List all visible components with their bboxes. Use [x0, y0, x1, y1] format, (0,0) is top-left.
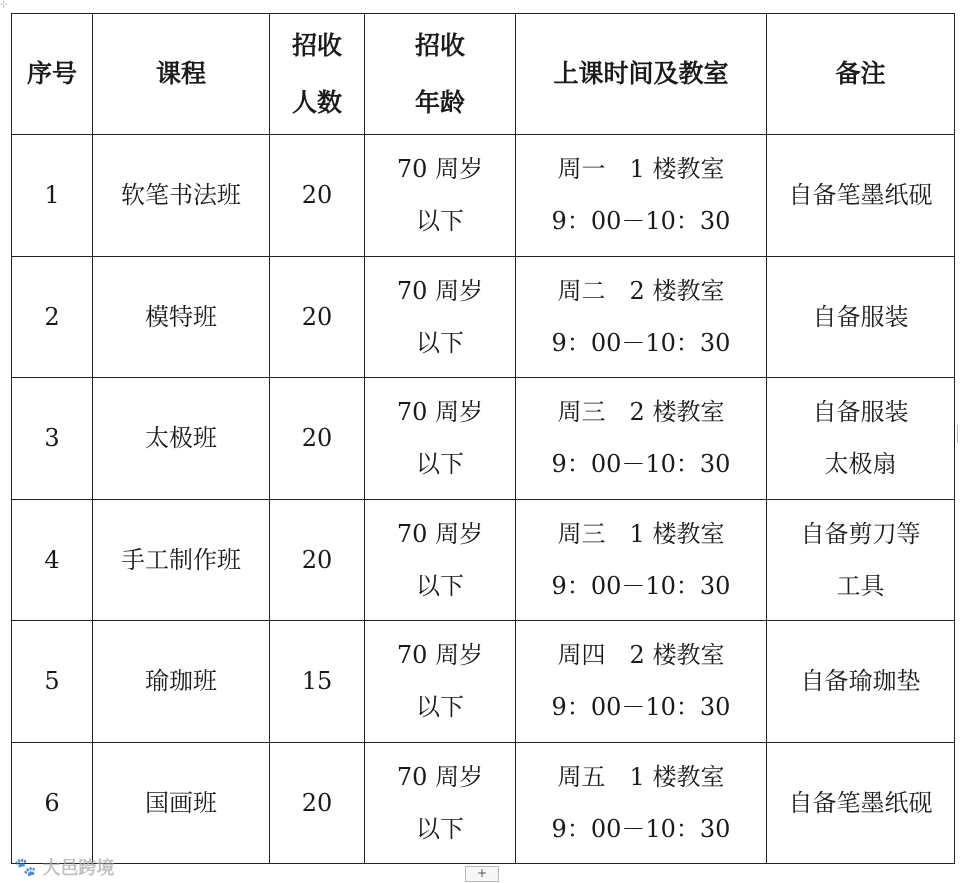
cell-time-line1: 周三 1 楼教室 — [557, 519, 725, 548]
header-quota — [270, 14, 365, 135]
cell-note-line1: 自备剪刀等 — [800, 519, 921, 548]
cell-quota: 20 — [270, 378, 365, 500]
cell-time-line1: 周四 2 楼教室 — [557, 641, 725, 670]
cell-time-line1: 周二 2 楼教室 — [557, 276, 725, 305]
cell-time-line2: 9：00－10：30 — [551, 207, 731, 236]
cell-age-line1: 70 周岁 — [396, 519, 484, 548]
cell-time-line1: 周三 2 楼教室 — [557, 398, 725, 427]
cell-quota: 20 — [270, 135, 365, 257]
table-row — [12, 378, 955, 500]
table-move-handle-icon[interactable]: ⊹ — [0, 0, 8, 10]
header-quota-line1: 招收 — [291, 30, 342, 60]
cell-age-line1: 70 周岁 — [396, 155, 484, 184]
header-age-line2: 年龄 — [414, 88, 465, 117]
header-index: 序号 — [12, 14, 93, 135]
table-row — [12, 742, 955, 864]
cell-notes — [767, 499, 955, 621]
cell-index: 3 — [12, 378, 93, 500]
cell-age-line2: 以下 — [416, 207, 464, 236]
cell-notes — [767, 621, 955, 743]
cell-index: 5 — [12, 621, 93, 743]
table-resize-handle[interactable] — [957, 425, 964, 443]
cell-notes — [767, 256, 955, 378]
add-row-button[interactable]: + — [465, 866, 499, 882]
cell-course: 太极班 — [93, 378, 270, 500]
cell-index: 6 — [12, 742, 93, 864]
cell-time-line1: 周一 1 楼教室 — [557, 155, 725, 184]
table-row — [12, 499, 955, 621]
cell-index: 2 — [12, 256, 93, 378]
cell-time-room — [516, 256, 767, 378]
cell-age-line2: 以下 — [416, 814, 464, 843]
table-header-row — [12, 14, 955, 135]
paw-logo-icon: 🐾 — [14, 856, 37, 878]
cell-notes — [767, 135, 955, 257]
cell-time-room — [516, 499, 767, 621]
cell-time-line1: 周五 1 楼教室 — [557, 762, 725, 791]
cell-age-line2: 以下 — [416, 328, 464, 357]
cell-age — [365, 256, 516, 378]
cell-note-line1: 自备笔墨纸砚 — [788, 181, 933, 210]
cell-age — [365, 742, 516, 864]
header-time-room: 上课时间及教室 — [516, 14, 767, 135]
course-schedule-table — [11, 13, 955, 864]
cell-time-line2: 9：00－10：30 — [551, 450, 731, 479]
cell-course: 瑜珈班 — [93, 621, 270, 743]
cell-course: 国画班 — [93, 742, 270, 864]
cell-index: 1 — [12, 135, 93, 257]
cell-notes — [767, 378, 955, 500]
cell-time-room — [516, 621, 767, 743]
cell-age-line1: 70 周岁 — [396, 276, 484, 305]
cell-age — [365, 135, 516, 257]
watermark — [14, 854, 114, 880]
cell-age — [365, 378, 516, 500]
cell-note-line1: 自备瑜珈垫 — [800, 667, 921, 696]
cell-course: 模特班 — [93, 256, 270, 378]
cell-age-line1: 70 周岁 — [396, 641, 484, 670]
watermark-text: 大邑跨境 — [42, 858, 115, 879]
header-quota-line2: 人数 — [291, 88, 342, 117]
cell-note-line1: 自备笔墨纸砚 — [788, 788, 933, 817]
cell-note-line1: 自备服装 — [812, 398, 909, 427]
cell-quota: 20 — [270, 499, 365, 621]
table-row — [12, 256, 955, 378]
cell-quota: 20 — [270, 742, 365, 864]
cell-time-room — [516, 135, 767, 257]
cell-time-line2: 9：00－10：30 — [551, 328, 731, 357]
header-age — [365, 14, 516, 135]
cell-note-line2: 太极扇 — [824, 450, 897, 479]
cell-time-line2: 9：00－10：30 — [551, 814, 731, 843]
header-notes: 备注 — [767, 14, 955, 135]
cell-quota: 15 — [270, 621, 365, 743]
table-row — [12, 621, 955, 743]
header-age-line1: 招收 — [414, 30, 465, 60]
cell-quota: 20 — [270, 256, 365, 378]
cell-note-line1: 自备服装 — [812, 302, 909, 331]
header-course: 课程 — [93, 14, 270, 135]
cell-time-line2: 9：00－10：30 — [551, 571, 731, 600]
cell-age-line1: 70 周岁 — [396, 762, 484, 791]
cell-age — [365, 621, 516, 743]
table-row — [12, 135, 955, 257]
cell-note-line2: 工具 — [836, 571, 885, 600]
cell-course: 软笔书法班 — [93, 135, 270, 257]
cell-age — [365, 499, 516, 621]
cell-age-line1: 70 周岁 — [396, 398, 484, 427]
cell-time-room — [516, 742, 767, 864]
cell-course: 手工制作班 — [93, 499, 270, 621]
cell-index: 4 — [12, 499, 93, 621]
cell-time-line2: 9：00－10：30 — [551, 693, 731, 722]
cell-notes — [767, 742, 955, 864]
cell-age-line2: 以下 — [416, 450, 464, 479]
cell-age-line2: 以下 — [416, 693, 464, 722]
cell-age-line2: 以下 — [416, 571, 464, 600]
cell-time-room — [516, 378, 767, 500]
